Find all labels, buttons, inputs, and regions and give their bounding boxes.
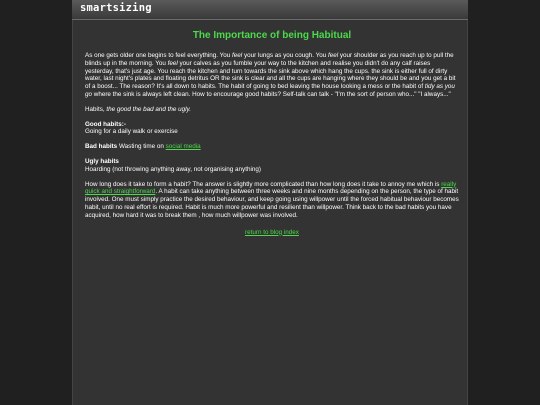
habit-formation-paragraph: How long does it take to form a habit? The answer is slightly more complicated than how long does it take to annoy me which is really quick and straightforward. A habit can take anything between three weeks and nine months depending on the person, the type of habit involved. One must simply practice the desired behaviour, and keep going using willpower until the forced habitual behaviour becomes habit, until no real effort is required. Habit is much more powerful and resilient than willpower. Think back to the bad habits you have acquired, how hard it was to break them , how much willpower was involved.: [85, 180, 459, 219]
article-title: The Importance of being Habitual: [192, 30, 352, 41]
habits-intro: Habits, the good the bad and the ugly.: [85, 105, 191, 113]
good-habits-heading: Good habits:-: [85, 120, 126, 128]
ugly-habits: [85, 158, 459, 174]
ugly-habits-text: Hoarding (not throwing anything away, not organising anything): [85, 165, 261, 173]
return-to-blog-index-link[interactable]: return to blog index: [245, 228, 299, 236]
article: [85, 30, 459, 236]
back-link-row: [85, 229, 459, 237]
intro-paragraph: As one gets older one begins to feel everything. You feel your lungs as you cough. You feel your shoulder as you reach up to pull the blinds up in the morning. You feel your calves as you fumble your way to the kitchen and realise you didn't do any calf raises yesterday, that's just age. You reach the kitchen and turn towards the sink above which hang the cups. the sink is either full of dirty water, last night's plates and floating detritus OR the sink is clear and all the cups are hanging where they should be and you get a bit of a boost... The reason? It's all down to habits. The habit of going to bed leaving the house looking a mess or the habit of tidy as you go where the sink is always left clean. How to encourage good habits? Self-talk can talk - "I'm the sort of person who..." "I always...": [85, 52, 456, 98]
content-panel: [72, 20, 468, 405]
good-habits-text: Going for a daily walk or exercise: [85, 128, 178, 136]
site-header: [72, 0, 468, 20]
site-logo[interactable]: smartsizing: [80, 2, 152, 14]
social-media-link[interactable]: social media: [165, 143, 201, 151]
ugly-habits-heading: Ugly habits: [85, 157, 119, 165]
bad-habits: Bad habits Wasting time on social media: [85, 143, 201, 151]
quick-straightforward-link[interactable]: really quick and straightforward: [85, 180, 457, 196]
bad-habits-heading: Bad habits: [85, 143, 118, 151]
good-habits: [85, 121, 459, 137]
